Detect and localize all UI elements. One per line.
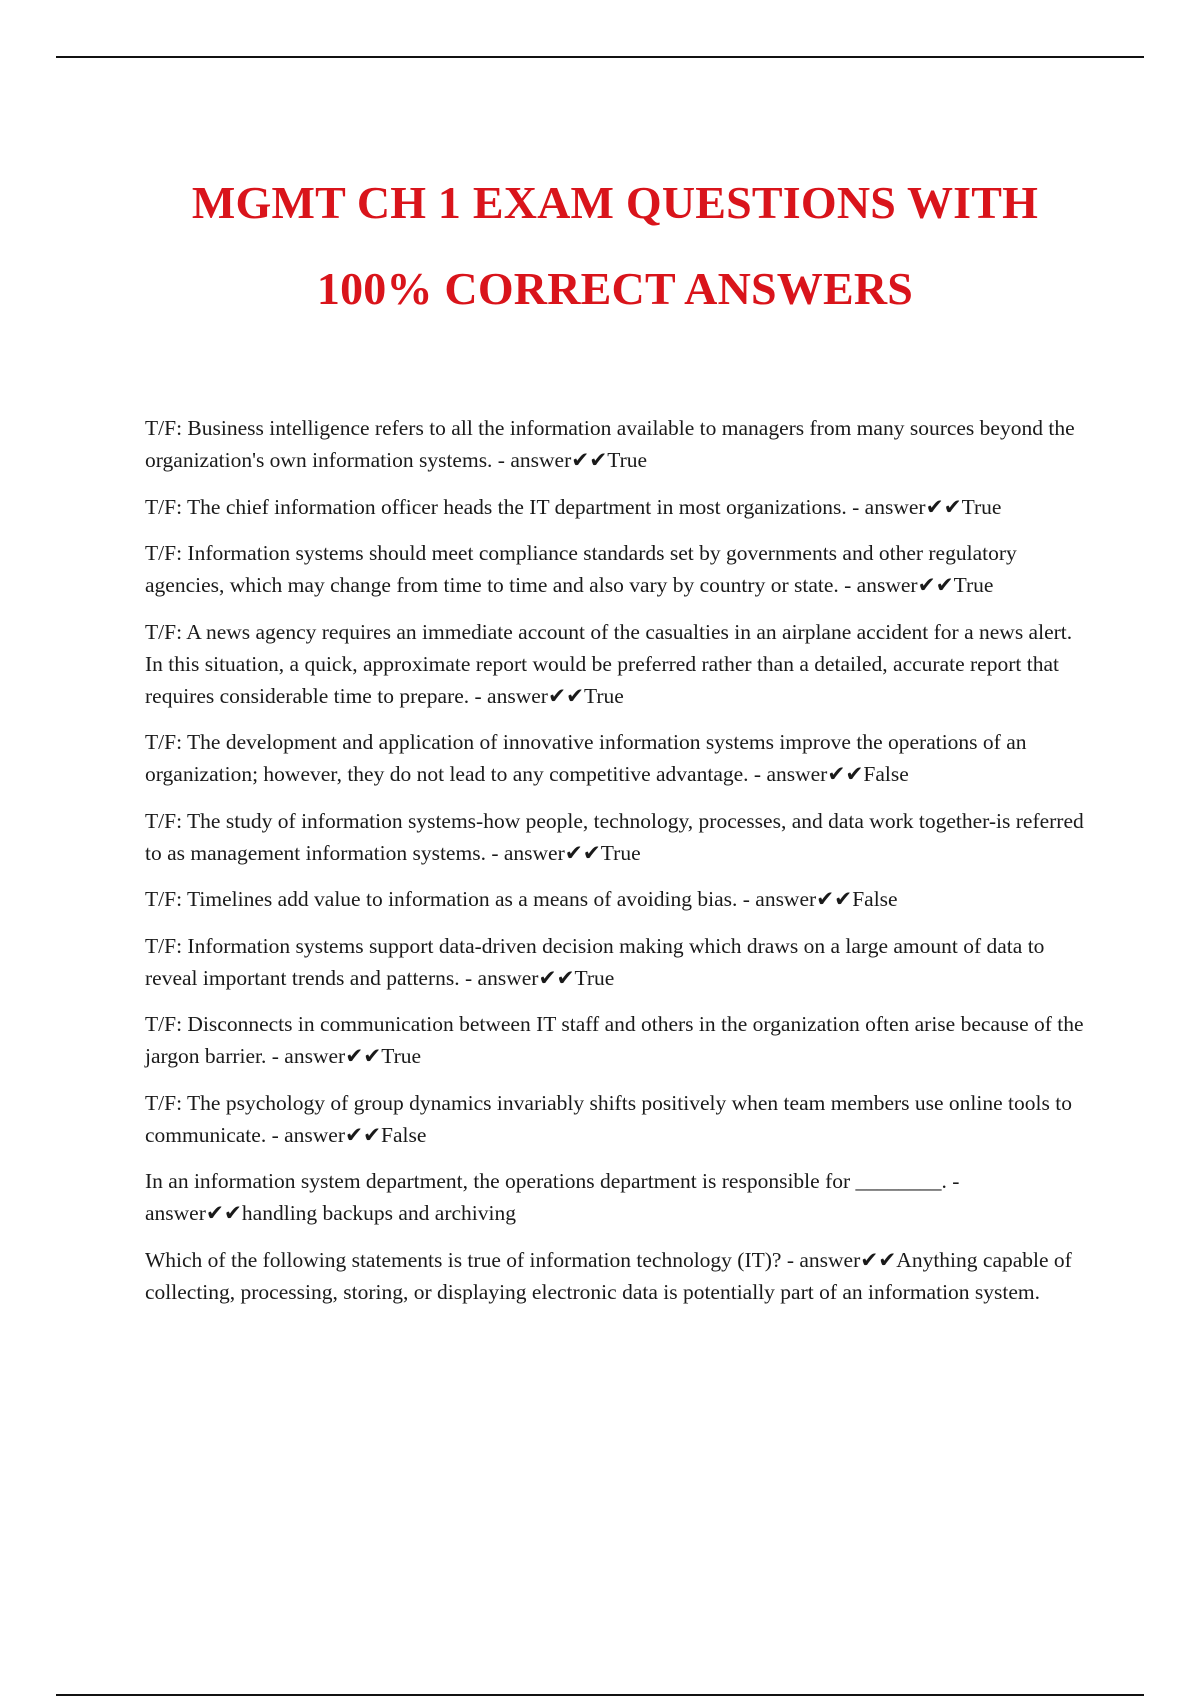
qa-item <box>145 883 1095 915</box>
title-line: 100% CORRECT ANSWERS <box>316 263 914 314</box>
answer-text: True <box>607 448 648 472</box>
checkmark-icon: ✔✔ <box>816 887 853 911</box>
question-text: Which of the following statements is true of information technology (IT)? - answer <box>145 1247 861 1272</box>
qa-item <box>145 537 1095 601</box>
qa-item <box>145 1244 1095 1308</box>
checkmark-icon: ✔✔ <box>827 762 864 786</box>
question-text: T/F: Information systems should meet compliance standards set by governments and other regulatory agencies, which may change from time to time and also vary by country or state. - answer <box>145 541 1017 597</box>
qa-item <box>145 805 1095 869</box>
document-title <box>0 160 1200 332</box>
qa-item <box>145 1165 1095 1229</box>
qa-item <box>145 616 1095 712</box>
answer-text: False <box>852 887 898 911</box>
answer-text: handling backups and archiving <box>241 1201 516 1225</box>
qa-item <box>145 1008 1095 1072</box>
qa-item <box>145 1087 1095 1151</box>
header-rule <box>56 56 1144 58</box>
answer-text: True <box>574 965 615 990</box>
answer-text: True <box>953 573 994 597</box>
question-text: T/F: Disconnects in communication between IT staff and others in the organization often arise because of the jargon barrier. - answer <box>145 1012 1084 1068</box>
question-text: T/F: Timelines add value to information as a means of avoiding bias. - answer <box>145 887 817 911</box>
answer-text: Anything capable of collecting, processing, storing, or displaying electronic data is potentially part of an information system. <box>145 1247 1072 1304</box>
answer-text: True <box>583 683 624 708</box>
checkmark-icon: ✔✔ <box>860 1247 897 1272</box>
checkmark-icon: ✔✔ <box>571 448 608 472</box>
question-text: T/F: The development and application of innovative information systems improve the operations of an organization; however, they do not lead to any competitive advantage. - answer <box>145 730 1027 786</box>
qa-item <box>145 726 1095 790</box>
question-text: T/F: Business intelligence refers to all the information available to managers from many sources beyond the organization's own information systems. - answer <box>145 416 1075 472</box>
qa-item <box>145 930 1095 994</box>
checkmark-icon: ✔✔ <box>917 573 954 597</box>
question-text: In an information system department, the operations department is responsible for ________. - answer <box>145 1169 960 1225</box>
question-text: T/F: A news agency requires an immediate account of the casualties in an airplane accident for a news alert. In this situation, a quick, approximate report would be preferred rather than a detailed, accurate report that requires considerable time to prepare. - answer <box>145 619 1073 708</box>
question-text: T/F: Information systems support data-driven decision making which draws on a large amount of data to reveal important trends and patterns. - answer <box>145 933 1045 990</box>
answer-text: True <box>381 1044 422 1068</box>
footer-rule <box>56 1694 1144 1696</box>
checkmark-icon: ✔✔ <box>564 840 601 865</box>
question-text: T/F: The study of information systems-how people, technology, processes, and data work together-is referred to as management information systems. - answer <box>145 808 1084 865</box>
checkmark-icon: ✔✔ <box>547 683 584 708</box>
question-text: T/F: The chief information officer heads the IT department in most organizations. - answer <box>145 494 926 519</box>
checkmark-icon: ✔✔ <box>345 1044 382 1068</box>
answer-text: False <box>381 1122 427 1147</box>
answer-text: True <box>600 840 641 865</box>
answer-text: False <box>863 762 909 786</box>
qa-item <box>145 491 1095 523</box>
question-list <box>145 412 1095 1322</box>
checkmark-icon: ✔✔ <box>925 494 962 519</box>
answer-text: True <box>961 494 1002 519</box>
question-text: T/F: The psychology of group dynamics invariably shifts positively when team members use online tools to communicate. - answer <box>145 1090 1072 1147</box>
checkmark-icon: ✔✔ <box>205 1201 242 1225</box>
title-line: MGMT CH 1 EXAM QUESTIONS WITH <box>191 177 1039 228</box>
qa-item <box>145 412 1095 476</box>
checkmark-icon: ✔✔ <box>538 965 575 990</box>
checkmark-icon: ✔✔ <box>345 1122 382 1147</box>
